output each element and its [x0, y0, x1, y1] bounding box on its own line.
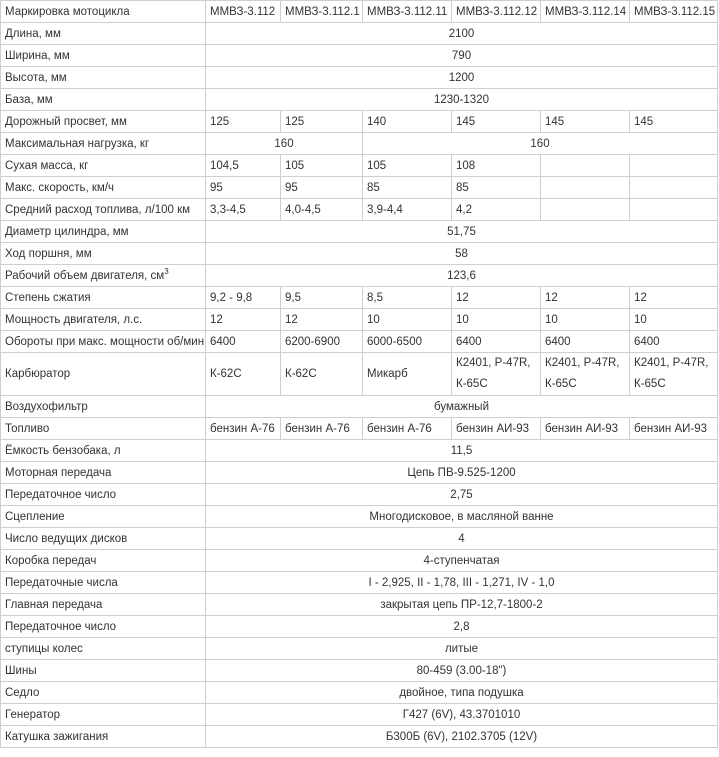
- spec-value: закрытая цепь ПР-12,7-1800-2: [206, 594, 718, 616]
- spec-value: 125: [281, 111, 363, 133]
- spec-value: двойное, типа подушка: [206, 682, 718, 704]
- spec-row-bore: [1, 221, 718, 243]
- spec-row-ignition: [1, 726, 718, 748]
- spec-row-gear-ratio-2: [1, 616, 718, 638]
- spec-value: 4-ступенчатая: [206, 550, 718, 572]
- spec-row-height: [1, 67, 718, 89]
- spec-value: 3,3-4,5: [206, 199, 281, 221]
- spec-row-fuel: [1, 418, 718, 440]
- spec-row-displacement: [1, 265, 718, 287]
- spec-value: 8,5: [363, 287, 452, 309]
- spec-value: бензин А-76: [206, 418, 281, 440]
- spec-value: [630, 199, 718, 221]
- spec-value: 104,5: [206, 155, 281, 177]
- spec-label: Дорожный просвет, мм: [1, 111, 206, 133]
- header-row: [1, 1, 718, 23]
- spec-row-generator: [1, 704, 718, 726]
- model-header: ММВЗ-3.112.11: [363, 1, 452, 23]
- spec-value: I - 2,925, II - 1,78, III - 1,271, IV - 1,0: [206, 572, 718, 594]
- spec-value: 3,9-4,4: [363, 199, 452, 221]
- spec-label: [1, 265, 206, 287]
- spec-label: Седло: [1, 682, 206, 704]
- spec-value: [541, 177, 630, 199]
- spec-value: 105: [281, 155, 363, 177]
- spec-label: Карбюратор: [1, 353, 206, 396]
- spec-value: К2401, Р-47R, К-65С: [452, 353, 541, 396]
- spec-row-main-drive: [1, 594, 718, 616]
- spec-label: Макс. скорость, км/ч: [1, 177, 206, 199]
- spec-value: 12: [452, 287, 541, 309]
- spec-row-gearbox: [1, 550, 718, 572]
- spec-label: Шины: [1, 660, 206, 682]
- spec-label-superscript: 3: [164, 266, 169, 276]
- spec-row-air-filter: [1, 396, 718, 418]
- spec-value: 1200: [206, 67, 718, 89]
- spec-label: Мощность двигателя, л.с.: [1, 309, 206, 331]
- spec-label: Сцепление: [1, 506, 206, 528]
- spec-row-tank: [1, 440, 718, 462]
- spec-row-dry-mass: [1, 155, 718, 177]
- spec-label: Диаметр цилиндра, мм: [1, 221, 206, 243]
- spec-value: [630, 177, 718, 199]
- spec-row-max-load: [1, 133, 718, 155]
- spec-value: бензин АИ-93: [630, 418, 718, 440]
- spec-label: Воздухофильтр: [1, 396, 206, 418]
- spec-row-clutch: [1, 506, 718, 528]
- spec-label: Средний расход топлива, л/100 км: [1, 199, 206, 221]
- spec-value: 125: [206, 111, 281, 133]
- spec-value: 12: [281, 309, 363, 331]
- spec-value: бумажный: [206, 396, 718, 418]
- spec-value: 6400: [206, 331, 281, 353]
- spec-value: [541, 155, 630, 177]
- spec-label: Высота, мм: [1, 67, 206, 89]
- model-header: ММВЗ-3.112.12: [452, 1, 541, 23]
- spec-label: Сухая масса, кг: [1, 155, 206, 177]
- spec-value: 2,8: [206, 616, 718, 638]
- spec-value: 6400: [630, 331, 718, 353]
- spec-value: 4: [206, 528, 718, 550]
- model-header: ММВЗ-3.112.1: [281, 1, 363, 23]
- spec-value: 108: [452, 155, 541, 177]
- spec-label: Ход поршня, мм: [1, 243, 206, 265]
- spec-label: Степень сжатия: [1, 287, 206, 309]
- spec-row-carburetor: [1, 353, 718, 396]
- spec-label: Обороты при макс. мощности об/мин: [1, 331, 206, 353]
- spec-value: 11,5: [206, 440, 718, 462]
- spec-label: Длина, мм: [1, 23, 206, 45]
- spec-value: 10: [452, 309, 541, 331]
- spec-label: Главная передача: [1, 594, 206, 616]
- spec-value: 145: [630, 111, 718, 133]
- spec-value: 10: [541, 309, 630, 331]
- spec-row-motor-drive: [1, 462, 718, 484]
- spec-value: бензин АИ-93: [452, 418, 541, 440]
- spec-row-gear-ratio: [1, 484, 718, 506]
- spec-row-gear-ratios: [1, 572, 718, 594]
- header-label: Маркировка мотоцикла: [1, 1, 206, 23]
- model-header: ММВЗ-3.112.14: [541, 1, 630, 23]
- spec-label: Ширина, мм: [1, 45, 206, 67]
- spec-label: Генератор: [1, 704, 206, 726]
- spec-value: 145: [541, 111, 630, 133]
- spec-value: 95: [281, 177, 363, 199]
- spec-label: Коробка передач: [1, 550, 206, 572]
- spec-value: 140: [363, 111, 452, 133]
- spec-label-text: Рабочий объем двигателя, см: [5, 269, 165, 282]
- spec-value: [630, 155, 718, 177]
- spec-value: 51,75: [206, 221, 718, 243]
- spec-value: 12: [541, 287, 630, 309]
- spec-value: К2401, Р-47R, К-65С: [630, 353, 718, 396]
- spec-value: [541, 199, 630, 221]
- spec-value: 9,2 - 9,8: [206, 287, 281, 309]
- spec-value: 790: [206, 45, 718, 67]
- spec-row-width: [1, 45, 718, 67]
- spec-value: Г427 (6V), 43.3701010: [206, 704, 718, 726]
- spec-row-power: [1, 309, 718, 331]
- spec-value: 80-459 (3.00-18"): [206, 660, 718, 682]
- spec-value: 160: [363, 133, 718, 155]
- model-header: ММВЗ-3.112.15: [630, 1, 718, 23]
- spec-row-base: [1, 89, 718, 111]
- spec-row-fuel-use: [1, 199, 718, 221]
- spec-value: 145: [452, 111, 541, 133]
- spec-value: 12: [206, 309, 281, 331]
- spec-label: Моторная передача: [1, 462, 206, 484]
- spec-label: Передаточное число: [1, 484, 206, 506]
- spec-value: бензин АИ-93: [541, 418, 630, 440]
- spec-value: 6400: [541, 331, 630, 353]
- spec-label: Максимальная нагрузка, кг: [1, 133, 206, 155]
- spec-row-hubs: [1, 638, 718, 660]
- spec-value: 4,2: [452, 199, 541, 221]
- spec-value: литые: [206, 638, 718, 660]
- spec-row-clearance: [1, 111, 718, 133]
- spec-row-tires: [1, 660, 718, 682]
- spec-value: бензин А-76: [281, 418, 363, 440]
- spec-value: 123,6: [206, 265, 718, 287]
- spec-value: 85: [363, 177, 452, 199]
- spec-value: 2100: [206, 23, 718, 45]
- spec-value: Цепь ПВ-9.525-1200: [206, 462, 718, 484]
- spec-row-length: [1, 23, 718, 45]
- spec-value: 1230-1320: [206, 89, 718, 111]
- spec-value: К2401, Р-47R, К-65С: [541, 353, 630, 396]
- spec-label: Число ведущих дисков: [1, 528, 206, 550]
- spec-value: 9,5: [281, 287, 363, 309]
- model-header: ММВЗ-3.112: [206, 1, 281, 23]
- spec-value: Многодисковое, в масляной ванне: [206, 506, 718, 528]
- spec-row-discs: [1, 528, 718, 550]
- spec-row-compression: [1, 287, 718, 309]
- spec-value: бензин А-76: [363, 418, 452, 440]
- spec-label: Ёмкость бензобака, л: [1, 440, 206, 462]
- spec-row-max-speed: [1, 177, 718, 199]
- spec-value: 95: [206, 177, 281, 199]
- spec-value: 2,75: [206, 484, 718, 506]
- spec-value: 6000-6500: [363, 331, 452, 353]
- spec-row-rpm: [1, 331, 718, 353]
- spec-label: Передаточное число: [1, 616, 206, 638]
- spec-value: 10: [363, 309, 452, 331]
- spec-label: Передаточные числа: [1, 572, 206, 594]
- spec-label: Катушка зажигания: [1, 726, 206, 748]
- spec-row-seat: [1, 682, 718, 704]
- spec-value: 6200-6900: [281, 331, 363, 353]
- spec-value: 85: [452, 177, 541, 199]
- spec-label: База, мм: [1, 89, 206, 111]
- spec-value: 12: [630, 287, 718, 309]
- spec-value: 160: [206, 133, 363, 155]
- spec-value: Микарб: [363, 353, 452, 396]
- spec-row-stroke: [1, 243, 718, 265]
- spec-value: К-62С: [206, 353, 281, 396]
- spec-value: К-62С: [281, 353, 363, 396]
- spec-label: Топливо: [1, 418, 206, 440]
- spec-value: 6400: [452, 331, 541, 353]
- spec-value: 58: [206, 243, 718, 265]
- spec-value: 10: [630, 309, 718, 331]
- spec-value: 105: [363, 155, 452, 177]
- spec-value: Б300Б (6V), 2102.3705 (12V): [206, 726, 718, 748]
- spec-label: ступицы колес: [1, 638, 206, 660]
- spec-value: 4,0-4,5: [281, 199, 363, 221]
